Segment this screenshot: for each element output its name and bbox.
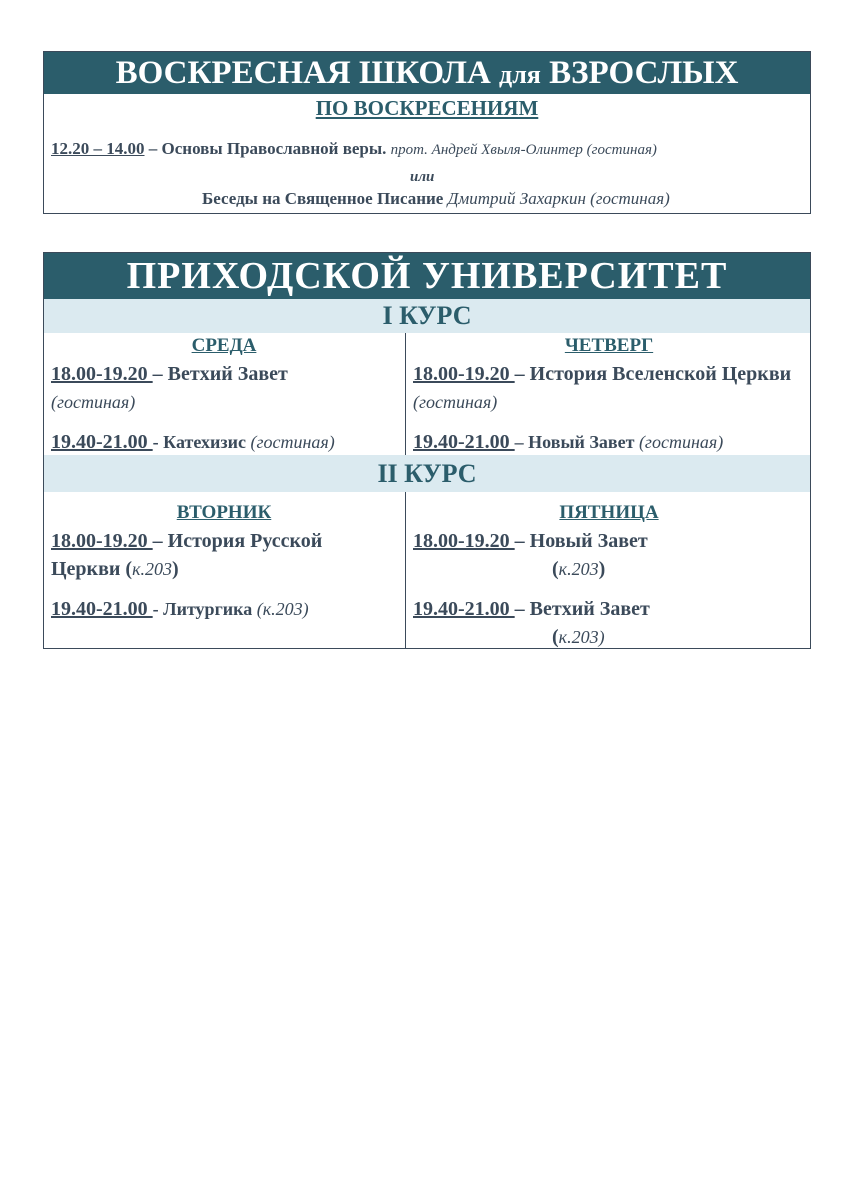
course-2-left-day: ВТОРНИК [176, 502, 272, 523]
course-2-divider [405, 492, 406, 649]
sunday-school-box [43, 51, 811, 214]
course-1-left-entry-2: 19.40-21.00 - Катехизис (гостиная) [51, 431, 335, 453]
course-1-label: I КУРС [44, 299, 810, 333]
course-2-label: II КУРС [44, 455, 810, 492]
university-box [43, 252, 811, 649]
course-1-left-entry-1: 18.00-19.20 – Ветхий Завет (гостиная) [51, 363, 288, 412]
course-1-right-entry-2: 19.40-21.00 – Новый Завет (гостиная) [413, 431, 724, 453]
course-2-left-entry-2: 19.40-21.00 - Литургика (к.203) [51, 598, 309, 620]
sunday-school-line-1: 12.20 – 14.00 – Основы Православной веры. прот. Андрей Хвыля-Олинтер (гостиная) [51, 139, 657, 158]
sunday-school-subtitle: ПО ВОСКРЕСЕНИЯМ [315, 96, 539, 120]
or-label: или [410, 169, 435, 185]
course-1-right-entry-1: 18.00-19.20 – История Вселенской Церкви (гостиная) [413, 363, 792, 412]
course-2-right-entry-2: 19.40-21.00 – Ветхий Завет (к.203) [413, 598, 650, 648]
sunday-school-line-2: Беседы на Священное Писание Дмитрий Захаркин (гостиная) [202, 189, 670, 208]
course-1-left-day: СРЕДА [191, 335, 257, 356]
sunday-school-title: ВОСКРЕСНАЯ ШКОЛА для ВЗРОСЛЫХ [44, 52, 810, 94]
course-1-right-day: ЧЕТВЕРГ [564, 335, 654, 356]
course-1-divider [405, 333, 406, 455]
course-2-left-entry-1: 18.00-19.20 – История Русской Церкви (к.203) [51, 530, 323, 580]
course-2-right-day: ПЯТНИЦА [559, 502, 659, 523]
university-title: ПРИХОДСКОЙ УНИВЕРСИТЕТ [44, 253, 810, 299]
course-2-right-entry-1: 18.00-19.20 – Новый Завет (к.203) [413, 530, 648, 580]
